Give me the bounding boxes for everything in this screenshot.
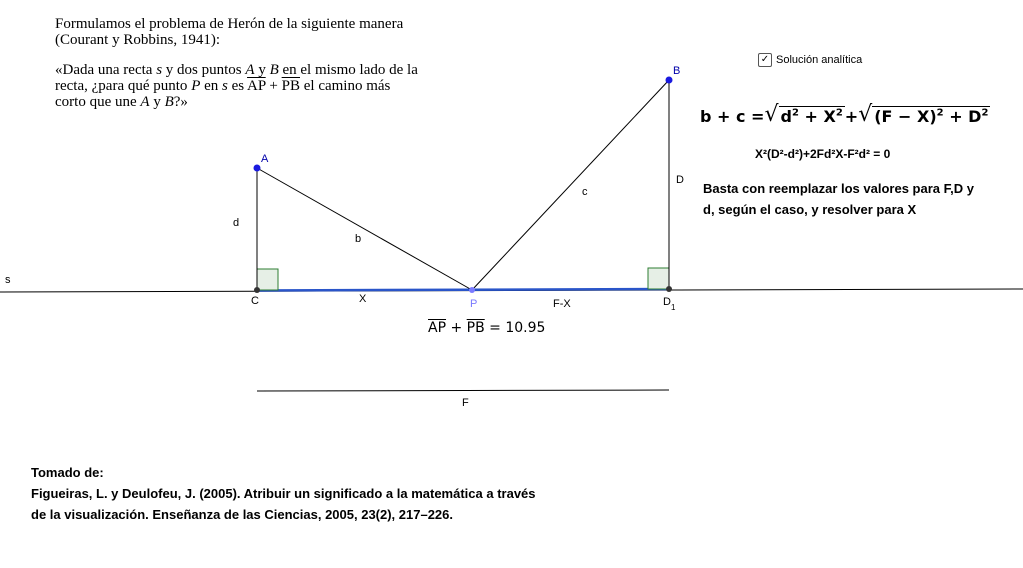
sqrt-icon: √ <box>858 102 873 127</box>
label-f-minus-x: F-X <box>553 298 571 310</box>
label-d1-main: D <box>663 296 671 308</box>
term-f-minus-x: (F − X) <box>874 107 937 126</box>
label-b-segment: b <box>355 233 362 245</box>
sum-value: 10.95 <box>505 320 546 336</box>
quote-text: ?» <box>173 94 188 110</box>
point-c <box>254 287 260 293</box>
point-d1 <box>666 286 672 292</box>
plus-sign: + <box>265 78 282 94</box>
term-D: D <box>968 107 982 126</box>
quote-text: y dos puntos <box>162 62 246 78</box>
reference-block <box>31 462 591 525</box>
label-f: F <box>462 397 469 409</box>
label-p: P <box>470 298 478 310</box>
intro-line: Formulamos el problema de Herón de la siguiente manera (Courant y Robbins, 1941): <box>55 16 404 48</box>
reference-line-1: Figueiras, L. y Deulofeu, J. (2005). Atribuir un significado a la matemática a través <box>31 486 536 501</box>
reference-line-2: de la visualización. Enseñanza de las Ciencias, 2005, 23(2), 217–226. <box>31 507 454 522</box>
label-x: X <box>359 293 367 305</box>
sum-ap: $\overline{AP}$ <box>428 320 447 336</box>
var-a: A <box>245 62 255 78</box>
point-a[interactable] <box>254 165 261 172</box>
label-c-segment: c <box>582 186 588 198</box>
quote-text: en el mismo lado de la recta, ¿para qué punto <box>55 62 418 94</box>
label-d1-sub: 1 <box>670 303 676 312</box>
distance-sum <box>428 320 545 336</box>
quadratic-equation: X²(D²-d²)+2Fd²X-F²d² = 0 <box>755 147 891 161</box>
point-p[interactable] <box>469 287 475 293</box>
term-d: d <box>780 107 792 126</box>
var-s: s <box>156 62 163 78</box>
reference-heading: Tomado de: <box>31 465 104 480</box>
label-d: d <box>233 217 240 229</box>
radical-1 <box>764 104 844 126</box>
quote-text: el camino más corto que une <box>55 78 391 110</box>
var-p: P <box>191 78 201 94</box>
var-b: B <box>269 62 279 78</box>
checkbox-label: Solución analítica <box>776 54 863 66</box>
label-a: A <box>261 153 269 165</box>
analytic-solution-toggle[interactable] <box>758 53 862 67</box>
quote-text: y <box>149 94 165 110</box>
radicand-2 <box>872 106 990 126</box>
segment-cd1 <box>257 289 669 291</box>
var-b: B <box>164 94 174 110</box>
right-angle-d1 <box>648 268 669 289</box>
quote-text: es <box>227 78 248 94</box>
sqrt-icon: √ <box>764 102 779 127</box>
segment-b <box>257 168 472 290</box>
intro-quote <box>55 62 420 110</box>
var-s: s <box>222 78 228 94</box>
instructions-note: Basta con reemplazar los valores para F,D y d, según el caso, y resolver para X <box>703 181 974 217</box>
segment-F <box>257 390 669 391</box>
term-x: X <box>823 107 836 126</box>
exponent: 2 <box>936 107 944 119</box>
segment-ap: $\overline{AP}$ <box>247 78 266 94</box>
label-d1 <box>663 296 676 312</box>
sum-plus: + <box>446 320 467 336</box>
segment-c <box>472 80 669 290</box>
point-b[interactable] <box>666 77 673 84</box>
quote-text: y <box>254 62 270 78</box>
exponent: 2 <box>835 107 843 119</box>
segment-pb: $\overline{PB}$ <box>281 78 300 94</box>
sum-equals: = <box>484 320 506 336</box>
var-a: A <box>140 94 150 110</box>
checkbox-icon[interactable]: ✓ <box>758 53 772 67</box>
exponent: 2 <box>791 107 799 119</box>
quote-text: «Dada una recta <box>55 62 157 78</box>
right-angle-c <box>257 269 278 290</box>
formula-lhs: b + c = <box>700 107 765 126</box>
label-b: B <box>673 65 681 77</box>
radicand-1 <box>779 106 845 126</box>
sum-pb: $\overline{PB}$ <box>466 320 485 336</box>
label-c: C <box>251 295 259 307</box>
distance-formula <box>700 104 990 126</box>
problem-statement <box>55 16 420 124</box>
quote-text: en <box>200 78 223 94</box>
radical-2 <box>858 104 990 126</box>
plus-sign: + <box>844 107 859 126</box>
label-D-segment: D <box>676 174 684 186</box>
exponent: 2 <box>981 107 989 119</box>
label-s: s <box>5 274 11 286</box>
plus-sign: + <box>798 107 824 126</box>
plus-sign: + <box>943 107 969 126</box>
